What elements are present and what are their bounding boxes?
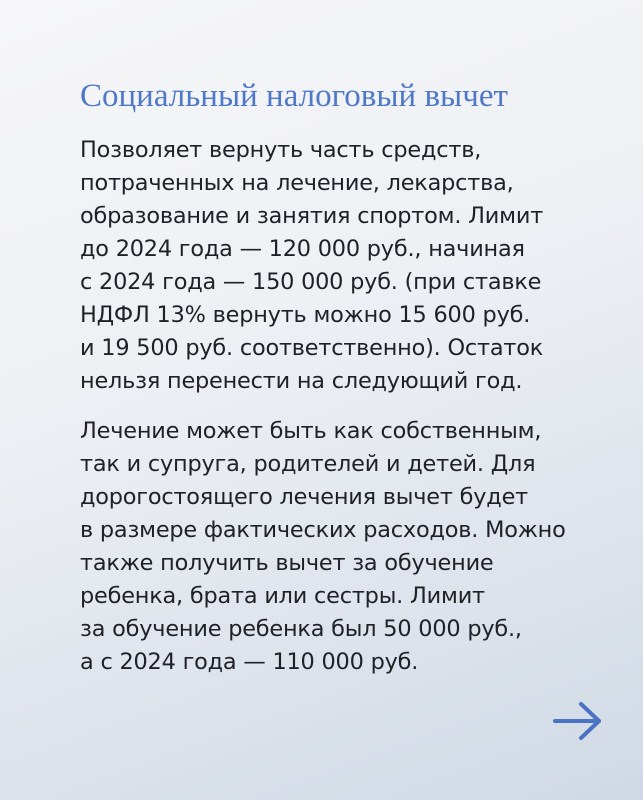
text-line: и 19 500 руб. соответственно). Остаток [80,335,544,361]
paragraph-deduction-description [80,134,543,398]
text-line: до 2024 года — 120 000 руб., начиная [80,236,525,262]
text-line: Позволяет вернуть часть средств, [80,137,482,163]
text-line: ребенка, брата или сестры. Лимит [80,583,485,609]
text-line: Лечение может быть как собственным, [80,418,542,444]
text-line: также получить вычет за обучение [80,550,494,576]
text-line: в размере фактических расходов. Можно [80,517,566,543]
text-line: образование и занятия спортом. Лимит [80,203,544,229]
text-line: дорогостоящего лечения вычет будет [80,484,528,510]
next-button[interactable] [552,700,604,742]
page-title: Социальный налоговый вычет [80,78,508,114]
text-line: за обучение ребенка был 50 000 руб., [80,616,522,642]
paragraph-treatment-details [80,415,566,679]
text-line: потраченных на лечение, лекарства, [80,170,514,196]
text-line: НДФЛ 13% вернуть можно 15 600 руб. [80,302,531,328]
text-line: нельзя перенести на следующий год. [80,368,523,394]
text-line: с 2024 года — 150 000 руб. (при ставке [80,269,542,295]
text-line: так и супруга, родителей и детей. Для [80,451,536,477]
arrow-right-icon [552,700,604,742]
text-line: а с 2024 года — 110 000 руб. [80,649,419,675]
